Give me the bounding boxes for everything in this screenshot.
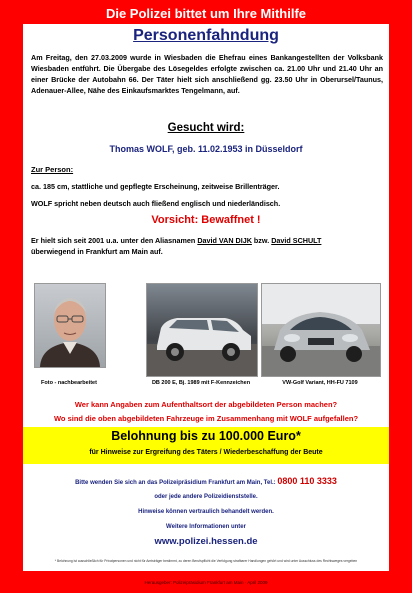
alias-text — [31, 235, 383, 257]
reward-title: Belohnung bis zu 100.000 Euro* — [111, 429, 301, 443]
poster-header: Die Polizei bittet um Ihre Mithilfe — [105, 6, 307, 21]
suspect-photo — [34, 283, 106, 368]
armed-warning: Vorsicht: Bewaffnet ! — [151, 214, 261, 226]
reward-footnote: * Belohnung ist ausschließlich für Privatpersonen und nicht für Amtsträger bestimmt, zu deren Berufspflicht die Verfolgung strafbarer Handlungen gehört und wird unter Ausschluss des Rechtsweges vergeben — [54, 559, 358, 563]
car2-caption: VW-Golf Variant, HH-FU 7109 — [282, 380, 358, 386]
reward-box — [23, 427, 389, 464]
hotline-number[interactable]: 0800 110 3333 — [277, 476, 337, 486]
contact-text: Bitte wenden Sie sich an das Polizeipräsidium Frankfurt am Main, Tel.: — [75, 480, 276, 486]
publisher-line: Herausgeber: Polizeipräsidium Frankfurt am Main · April 2009 — [144, 580, 268, 585]
question-vehicles: Wo sind die oben abgebildeten Fahrzeuge im Zusammenhang mit WOLF aufgefallen? — [53, 414, 359, 423]
intro-text: Am Freitag, den 27.03.2009 wurde in Wiesbaden die Ehefrau eines Bankangestellten der Volksbank Wiesbaden entführt. Die Übergabe des Lösegeldes erfolgte zwischen ca. 21.00 Uhr und 21.40 Uhr an einer Brücke der Autobahn 66. Der Täter hielt sich anschließend gg. 23.50 Uhr in Oberursel/Taunus, Adenauer-Allee, Nähe des Einkaufsmarktes Tengelmann, auf. — [31, 53, 383, 95]
more-info-label: Weitere Informationen unter — [166, 524, 246, 530]
alias-suffix: überwiegend in Frankfurt am Main auf. — [31, 247, 163, 256]
wanted-heading: Gesucht wird: — [167, 122, 245, 134]
person-description: ca. 185 cm, stattliche und gepflegte Erscheinung, zeitweise Brillenträger. — [31, 182, 280, 191]
poster-sheet — [23, 24, 389, 571]
alias-2: David SCHULT — [271, 236, 322, 245]
alias-prefix: Er hielt sich seit 2001 u.a. unter den Aliasnamen — [31, 236, 196, 245]
website-link[interactable]: www.polizei.hessen.de — [154, 536, 258, 547]
person-heading: Zur Person: — [31, 165, 74, 174]
car-photo-mercedes — [146, 283, 258, 377]
alias-1: David VAN DIJK — [197, 236, 252, 245]
car-photo-vw-golf — [261, 283, 381, 377]
question-whereabouts: Wer kann Angaben zum Aufenthaltsort der abgebildeten Person machen? — [74, 400, 338, 409]
reward-subtitle: für Hinweise zur Ergreifung des Täters / Wiederbeschaffung der Beute — [89, 449, 323, 456]
contact-other-stations: oder jede andere Polizeidienststelle. — [154, 494, 258, 500]
page-title: Personenfahndung — [133, 27, 279, 44]
suspect-name: Thomas WOLF, geb. 11.02.1953 in Düsseldorf — [109, 144, 303, 154]
car1-caption: DB 200 E, Bj. 1989 mit F-Kennzeichen — [151, 380, 251, 386]
language-info: WOLF spricht neben deutsch auch fließend englisch und niederländisch. — [31, 199, 281, 208]
alias-mid: bzw. — [253, 236, 270, 245]
confidential-note: Hinweise können vertraulich behandelt werden. — [138, 509, 274, 515]
photo-caption: Foto - nachbearbeitet — [41, 380, 97, 386]
contact-line — [23, 476, 389, 486]
